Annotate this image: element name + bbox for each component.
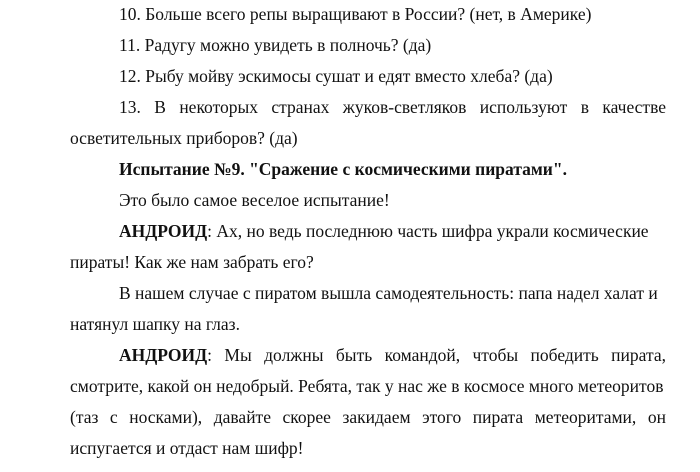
dialogue-2-line-3 bbox=[70, 405, 666, 429]
word: используют bbox=[479, 97, 568, 117]
word: качестве bbox=[602, 97, 666, 117]
word: жуков-светляков bbox=[342, 97, 467, 117]
word: командой, bbox=[384, 345, 461, 365]
word: этого bbox=[422, 407, 462, 427]
dialogue-text: : Ах, но ведь последнюю часть шифра украли космические bbox=[207, 221, 649, 241]
word: чтобы bbox=[472, 345, 519, 365]
word: давайте bbox=[213, 407, 271, 427]
speaker-name: АНДРОИД bbox=[119, 221, 208, 241]
word: носками), bbox=[129, 407, 203, 427]
question-13-line-2: осветительных приборов? (да) bbox=[70, 128, 298, 148]
dialogue-2-line-2: смотрите, какой он недобрый. Ребята, так у нас же в космосе много метеоритов bbox=[70, 376, 664, 396]
word: пирата, bbox=[611, 345, 666, 365]
dialogue-2-line-4: испугается и отдаст нам шифр! bbox=[70, 438, 304, 458]
word: быть bbox=[335, 345, 373, 365]
dialogue-1-line-2: пираты! Как же нам забрать его? bbox=[70, 252, 314, 272]
word: метеоритами, bbox=[534, 407, 637, 427]
word: Мы bbox=[224, 345, 252, 365]
word: пирата bbox=[472, 407, 524, 427]
word: (таз bbox=[70, 407, 99, 427]
question-10: 10. Больше всего репы выращивают в России? (нет, в Америке) bbox=[119, 4, 592, 24]
word: : bbox=[207, 345, 213, 365]
question-13-line-1 bbox=[119, 95, 666, 119]
word: некоторых bbox=[179, 97, 259, 117]
word: в bbox=[580, 97, 589, 117]
question-11: 11. Радугу можно увидеть в полночь? (да) bbox=[119, 35, 432, 55]
speaker-name: АНДРОИД bbox=[119, 345, 208, 365]
narration-line-2: натянул шапку на глаз. bbox=[70, 314, 240, 334]
question-12: 12. Рыбу мойву эскимосы сушат и едят вместо хлеба? (да) bbox=[119, 66, 553, 86]
narration-line-1: В нашем случае с пиратом вышла самодеятельность: папа надел халат и bbox=[119, 283, 658, 303]
word: должны bbox=[264, 345, 324, 365]
word: закидаем bbox=[342, 407, 411, 427]
word: 13. bbox=[119, 97, 141, 117]
word: победить bbox=[530, 345, 599, 365]
word: В bbox=[154, 97, 166, 117]
section-heading: Испытание №9. "Сражение с космическими пиратами". bbox=[119, 159, 567, 179]
dialogue-2-line-1 bbox=[119, 343, 666, 367]
dialogue-1-line-1 bbox=[119, 219, 666, 243]
word: скорее bbox=[282, 407, 331, 427]
word: с bbox=[109, 407, 118, 427]
word: он bbox=[647, 407, 666, 427]
word: странах bbox=[271, 97, 330, 117]
section-intro: Это было самое веселое испытание! bbox=[119, 190, 390, 210]
